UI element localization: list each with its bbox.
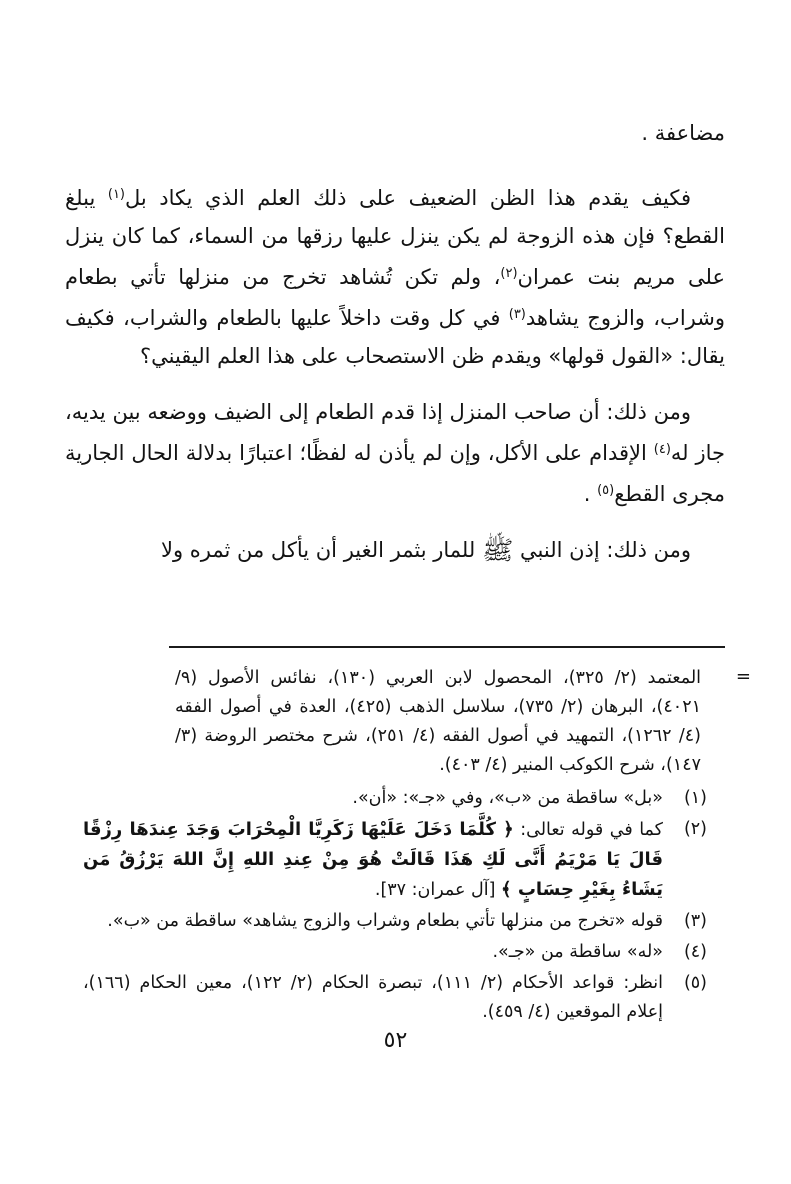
text-run: الإقدام على الأكل، وإن لم يأذن له لفظًا؛ اعتبارًا بدلالة الحال الجارية مجرى القطع: [65, 441, 725, 506]
text-run: كما في قوله تعالى:: [513, 820, 663, 840]
quran-verse: ﴿ كُلَّمَا دَخَلَ عَلَيْهَا زَكَرِيَّا الْمِحْرَابَ وَجَدَ عِندَهَا رِزْقًا قَالَ يَا مَرْيَمُ أَنَّى لَكِ هَذَا قَالَتْ هُوَ مِنْ عِندِ اللهِ إِنَّ اللهَ يَرْزُقُ مَن يَشَاءُ بِغَيْرِ حِسَابٍ ﴾: [83, 819, 663, 900]
text-run: ومن ذلك: إذن النبي: [513, 538, 691, 562]
footnote-continuation-marker: =: [735, 666, 751, 687]
text-run: .: [583, 482, 598, 506]
text-run: ومن ذلك: أن صاحب المنزل إذا قدم الطعام إلى الضيف ووضعه بين يديه، جاز له: [65, 400, 725, 465]
paragraph: [65, 393, 725, 513]
footnote-item: [83, 784, 707, 813]
text-run: يبلغ القطع؟ فإن هذه الزوجة لم يكن ينزل عليها رزقها من السماء، كما كان ينزل على مريم بنت عمران: [65, 186, 725, 289]
footnote-marker: (٥): [597, 483, 615, 498]
footnote-number: (٤): [683, 942, 707, 962]
footnote-number: (٣): [683, 911, 707, 931]
footnote-continuation-text: [175, 664, 701, 780]
footnote-continuation-block: [175, 664, 701, 780]
text-run: فكيف يقدم هذا الظن الضعيف على ذلك العلم الذي يكاد بل: [125, 186, 691, 210]
footnote-number: (١): [683, 788, 707, 808]
page-number: ٥٢: [383, 1028, 408, 1053]
paragraph: [65, 531, 725, 569]
text-run: ، ولم تكن تُشاهد تخرج من منزلها تأتي بطعام وشراب، والزوج يشاهد: [65, 265, 725, 330]
prophet-honorific-symbol: ﷺ: [481, 536, 514, 566]
footnote-number: (٢): [683, 819, 707, 839]
footnote-text: [83, 969, 663, 1027]
footnote-item: [83, 938, 707, 967]
footnote-text: [83, 815, 663, 905]
footnote-separator-rule: [169, 646, 725, 648]
footnote-text: [83, 907, 663, 936]
footnote-list: [83, 784, 707, 1027]
text-run: قوله «تخرج من منزلها تأتي بطعام وشراب والزوج يشاهد» ساقطة من «ب».: [107, 911, 663, 931]
text-run: انظر: قواعد الأحكام (٢/ ١١١)، تبصرة الحكام (٢/ ١٢٢)، معين الحكام (١٦٦)، إعلام الموقعين (٤/ ٤٥٩).: [83, 973, 663, 1022]
text-run: «له» ساقطة من «جـ».: [492, 942, 663, 962]
paragraph-continuation-fragment: مضاعفة .: [641, 121, 725, 145]
footnote-text: [83, 938, 663, 967]
footnote-number: (٥): [683, 973, 707, 993]
footnote-item: [83, 907, 707, 936]
footnote-item: [83, 815, 707, 905]
main-paragraphs: [65, 176, 725, 569]
footnote-marker: (٤): [653, 442, 671, 457]
paragraph: [65, 176, 725, 375]
footnotes-section: [83, 664, 707, 1029]
text-run: المعتمد (٢/ ٣٢٥)، المحصول لابن العربي (١٣٠)، نفائس الأصول (٩/ ٤٠٢١)، البرهان (٢/ ٧٣٥)، سلاسل الذهب (٤٢٥)، العدة في أصول الفقه (٤/ ١٢٦٢)، التمهيد في أصول الفقه (٤/ ٢٥١)، شرح مختصر الروضة (٣/ ١٤٧)، شرح الكوكب المنير (٤/ ٤٠٣).: [175, 668, 702, 775]
footnote-marker: (٣): [508, 307, 526, 322]
text-run: للمار بثمر الغير أن يأكل من ثمره ولا: [160, 538, 482, 562]
text-run: في كل وقت داخلاً عليها بالطعام والشراب، فكيف يقال: «القول قولها» ويقدم ظن الاستصحاب على هذا العلم اليقيني؟: [65, 306, 725, 368]
text-run: [آل عمران: ٣٧].: [374, 880, 502, 900]
footnote-marker: (١): [107, 187, 125, 202]
footnote-item: [83, 969, 707, 1027]
main-text-block: [65, 114, 725, 587]
footnote-text: [83, 784, 663, 813]
text-run: «بل» ساقطة من «ب»، وفي «جـ»: «أن».: [352, 788, 663, 808]
footnote-marker: (٢): [500, 266, 518, 281]
